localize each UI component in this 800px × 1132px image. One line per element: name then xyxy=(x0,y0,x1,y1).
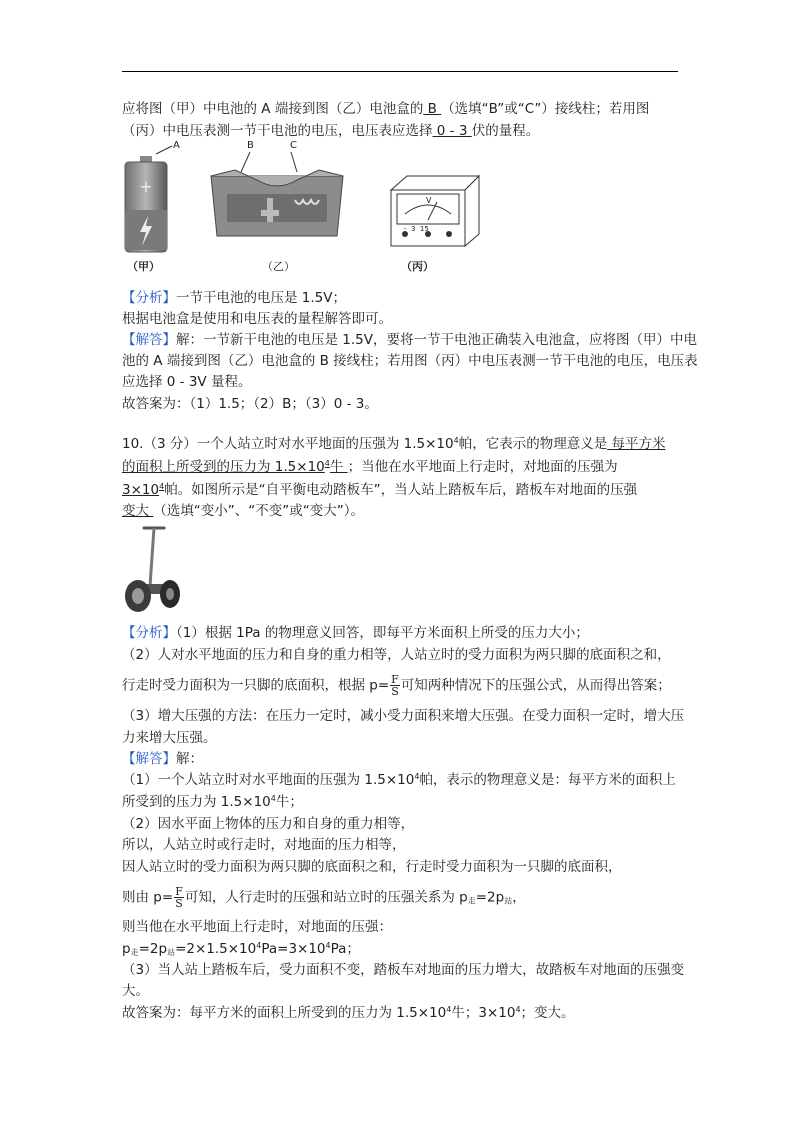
battery-box-figure xyxy=(205,140,350,250)
fraction-f-over-s: $\frac{F}{S}$ xyxy=(175,885,183,910)
q9-analysis-line-2: 根据电池盒是使用和电压表的量程解答即可。 xyxy=(122,311,392,327)
q10-answer-line-3: （2）因水平面上物体的压力和自身的重力相等， xyxy=(122,816,415,832)
box-label-b: B xyxy=(247,140,254,151)
q9-line-1: 应将图（甲）中电池的 A 端接到图（乙）电池盒的 B （选填“B”或“C”）接线柱；若用图 xyxy=(122,101,650,117)
voltmeter-figure xyxy=(383,170,483,250)
voltmeter-v-label: V xyxy=(426,196,432,205)
q9-final-answer: 故答案为：（1）1.5；（2）B；（3）0 - 3。 xyxy=(122,396,378,412)
caption-yi: （乙） xyxy=(262,260,295,273)
svg-text:+: + xyxy=(139,177,153,196)
box-label-c: C xyxy=(290,140,297,151)
q10-answer-line-10: 大。 xyxy=(122,983,149,999)
q10-analysis-line-4: （3）增大压强的方法：在压力一定时，减小受力面积来增大压强。在受力面积一定时，增大压 xyxy=(122,708,685,724)
battery-figure xyxy=(120,140,195,258)
q9-analysis-line-1: 【分析】一节干电池的电压是 1.5V； xyxy=(122,290,346,306)
q10-analysis-line-5: 力来增大压强。 xyxy=(122,730,217,746)
q10-answer-line-9: （3）当人站上踏板车后，受力面积不变，踏板车对地面的压力增大，故踏板车对地面的压强变 xyxy=(122,962,685,978)
q10-answer-tag: 【解答】解： xyxy=(122,751,203,767)
q10-line-1: 10.（3 分）一个人站立时对水平地面的压强为 $1.5\times 10^4$帕，它表示的物理意义是 每平方米 xyxy=(122,436,666,452)
q10-answer-line-2: 所受到的压力为 $1.5\times 10^4$牛； xyxy=(122,794,303,810)
q10-line-3: $3\times 10^4$帕。如图所示是“自平衡电动踏板车”，当人站上踏板车后，踏板车对地面的压强 xyxy=(122,482,638,498)
q9-answer-line-2: 池的 A 端接到图（乙）电池盒的 B 接线柱；若用图（丙）中电压表测一节干电池的电压，电压表 xyxy=(122,353,698,369)
q10-line-2: 的面积上所受到的压力为 $1.5\times 10^4$牛 ；当他在水平地面上行走时，对地面的压强为 xyxy=(122,459,618,475)
voltmeter-ticks: - 3 15 xyxy=(404,225,429,233)
header-rule xyxy=(122,71,678,72)
q10-final-answer: 故答案为：每平方米的面积上所受到的压力为 $1.5\times 10^4$牛；$3\times 10^4$；变大。 xyxy=(122,1005,575,1021)
q10-answer-line-4: 所以，人站立时或行走时，对地面的压力相等， xyxy=(122,837,406,853)
q10-answer-line-5: 因人站立时的受力面积为两只脚的底面积之和，行走时受力面积为一只脚的底面积， xyxy=(122,859,622,875)
q9-answer-line-3: 应选择 0 - 3V 量程。 xyxy=(122,374,252,390)
caption-jia: （甲） xyxy=(127,260,160,273)
q10-line-4: 变大 （选填“变小”、“不变”或“变大”）。 xyxy=(122,503,365,519)
fraction-f-over-s: $\frac{F}{S}$ xyxy=(391,673,399,698)
q9-line-2: （丙）中电压表测一节干电池的电压，电压表应选择 0 - 3 伏的量程。 xyxy=(122,123,540,139)
q10-answer-line-1: （1）一个人站立时对水平地面的压强为 $1.5\times 10^4$帕，表示的物理意义是：每平方米的面积上 xyxy=(122,772,676,788)
q10-answer-line-7: 则当他在水平地面上行走时，对地面的压强： xyxy=(122,919,392,935)
q10-analysis-line-2: （2）人对水平地面的压力和自身的重力相等，人站立时的受力面积为两只脚的底面积之和， xyxy=(122,647,671,663)
self-balancing-scooter-figure xyxy=(120,522,188,614)
caption-bing: （丙） xyxy=(401,260,434,273)
q10-analysis-line-1: 【分析】（1）根据 1Pa 的物理意义回答，即每平方米面积上所受的压力大小； xyxy=(122,625,589,641)
q10-analysis-line-3: 行走时受力面积为一只脚的底面积，根据 p= $\frac{F}{S}$ 可知两种情况下的压强公式，从而得出答案； xyxy=(122,673,671,698)
q10-answer-line-8: $p_走=2p_站=2\times 1.5\times 10^4Pa=3\times 10^4Pa$； xyxy=(122,941,360,957)
q9-answer-line-1: 【解答】解：一节新干电池的电压是 1.5V，要将一节干电池正确装入电池盒，应将图（甲）中电 xyxy=(122,332,697,348)
q10-answer-line-6: 则由 p= $\frac{F}{S}$ 可知，人行走时的压强和站立时的压强关系为 $p_走=2p_站$， xyxy=(122,885,526,910)
battery-label-a: A xyxy=(173,140,180,151)
